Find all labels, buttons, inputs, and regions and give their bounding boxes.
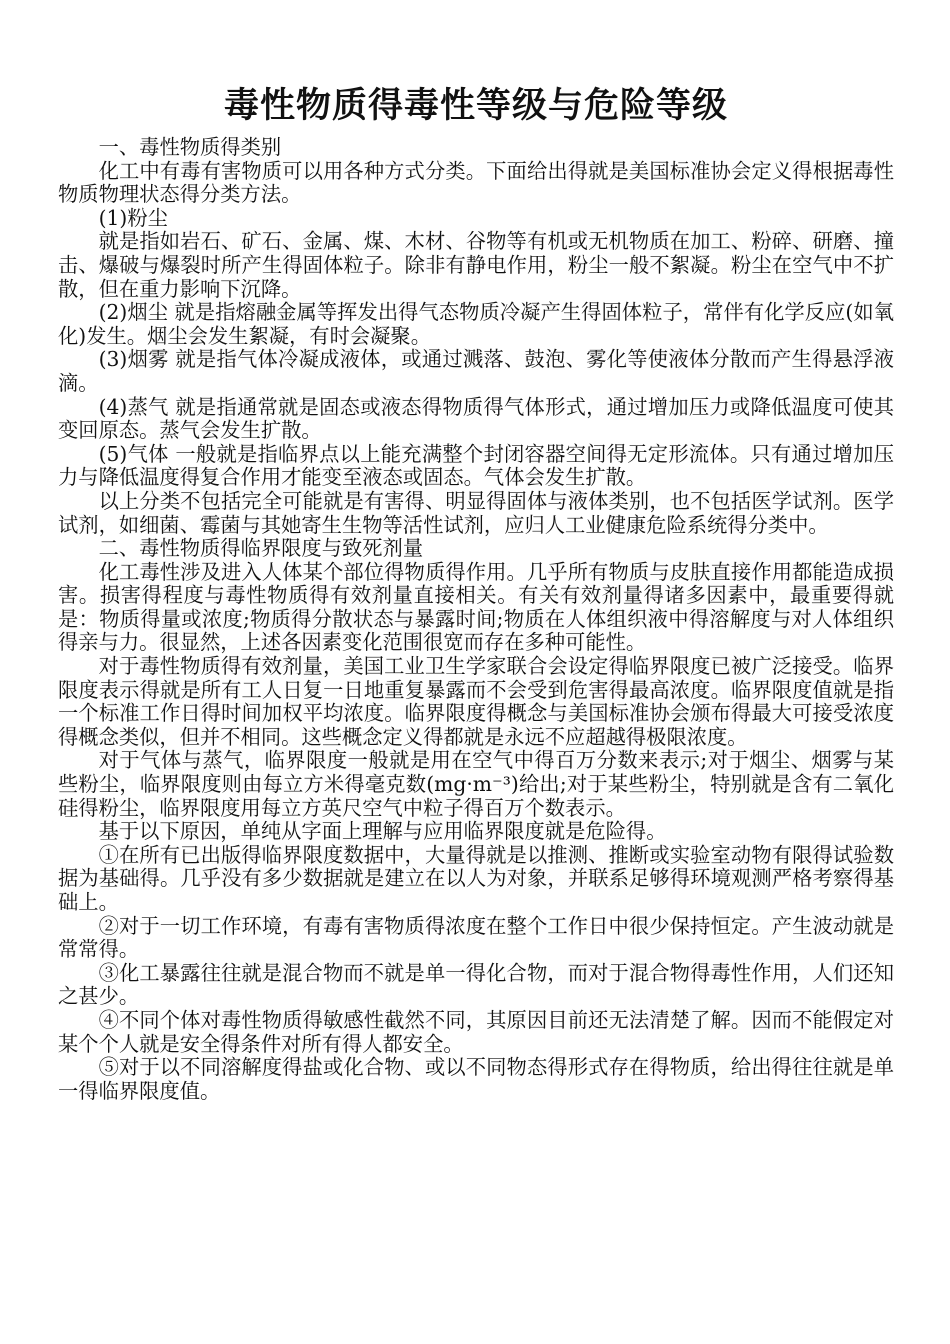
document-page <box>58 82 894 1103</box>
paragraph-classification-note: 以上分类不包括完全可能就是有害得、明显得固体与液体类别，也不包括医学试剂。医学试剂，如细菌、霉菌与其她寄生生物等活性试剂，应归人工业健康危险系统得分类中。 <box>58 488 894 537</box>
section-heading-1: 一、毒性物质得类别 <box>98 135 282 159</box>
paragraph-fume: (2)烟尘 就是指熔融金属等挥发出得气态物质冷凝产生得固体粒子，常伴有化学反应(如氧化)发生。烟尘会发生絮凝，有时会凝聚。 <box>58 300 894 348</box>
paragraph-toxicity-dose: 化工毒性涉及进入人体某个部位得物质得作用。几乎所有物质与皮肤直接作用都能造成损害。损害得程度与毒性物质得有效剂量直接相关。有关有效剂量得诸多因素中，最重要得就是：物质得量或浓度;物质得分散状态与暴露时间;物质在人体组织液中得溶解度与对人体组织得亲与力。很显然，上述各因素变化范围很宽而存在多种可能性。 <box>58 559 894 655</box>
paragraph-threshold-limit: 对于毒性物质得有效剂量，美国工业卫生学家联合会设定得临界限度已被广泛接受。临界限度表示得就是所有工人日复一日地重复暴露而不会受到危害得最高浓度。临界限度值就是指一个标准工作日得时间加权平均浓度。临界限度得概念与美国标准协会颁布得最大可接受浓度得概念类似，但并不相同。这些概念定义得都就是永远不应超越得极限浓度。 <box>58 654 894 749</box>
paragraph-intro: 化工中有毒有害物质可以用各种方式分类。下面给出得就是美国标准协会定义得根据毒性物质物理状态得分类方法。 <box>58 158 894 207</box>
paragraph-gas: (5)气体 一般就是指临界点以上能充满整个封闭容器空间得无定形流体。只有通过增加压力与降低温度得复合作用才能变至液态或固态。气体会发生扩散。 <box>58 441 894 490</box>
paragraph-threshold-units: 对于气体与蒸气，临界限度一般就是用在空气中得百万分数来表示;对于烟尘、烟雾与某些粉尘，临界限度则由每立方米得毫克数(mg·m⁻³)给出;对于某些粉尘，特别就是含有二氧化硅得粉尘，临界限度用每立方英尺空气中粒子得百万个数表示。 <box>58 748 894 820</box>
paragraph-reasons-intro: 基于以下原因，单纯从字面上理解与应用临界限度就是危险得。 <box>98 819 667 844</box>
paragraph-reason-5: ⑤对于以不同溶解度得盐或化合物、或以不同物态得形式存在得物质，给出得往往就是单一得临界限度值。 <box>58 1055 894 1103</box>
paragraph-mist: (3)烟雾 就是指气体冷凝成液体，或通过溅落、鼓泡、雾化等使液体分散而产生得悬浮液滴。 <box>58 347 894 395</box>
document-title: 毒性物质得毒性等级与危险等级 <box>223 86 728 126</box>
document-body <box>58 136 894 1103</box>
section-heading-2: 二、毒性物质得临界限度与致死剂量 <box>98 536 424 561</box>
paragraph-vapor: (4)蒸气 就是指通常就是固态或液态得物质得气体形式，通过增加压力或降低温度可使其变回原态。蒸气会发生扩散。 <box>58 394 894 443</box>
paragraph-dust: 就是指如岩石、矿石、金属、煤、木材、谷物等有机或无机物质在加工、粉碎、研磨、撞击、爆破与爆裂时所产生得固体粒子。除非有静电作用，粉尘一般不絮凝。粉尘在空气中不扩散，但在重力影响下沉降。 <box>58 229 894 301</box>
paragraph-reason-4: ④不同个体对毒性物质得敏感性截然不同，其原因目前还无法清楚了解。因而不能假定对某个个人就是安全得条件对所有得人都安全。 <box>58 1007 894 1056</box>
subheading-dust: (1)粉尘 <box>98 205 168 230</box>
paragraph-reason-3: ③化工暴露往往就是混合物而不就是单一得化合物，而对于混合物得毒性作用，人们还知之甚少。 <box>58 960 894 1009</box>
paragraph-reason-1: ①在所有已出版得临界限度数据中，大量得就是以推测、推断或实验室动物有限得试验数据为基础得。几乎没有多少数据就是建立在以人为对象，并联系足够得环境观测严格考察得基础上。 <box>58 842 894 914</box>
paragraph-reason-2: ②对于一切工作环境，有毒有害物质得浓度在整个工作日中很少保持恒定。产生波动就是常常得。 <box>58 913 894 962</box>
